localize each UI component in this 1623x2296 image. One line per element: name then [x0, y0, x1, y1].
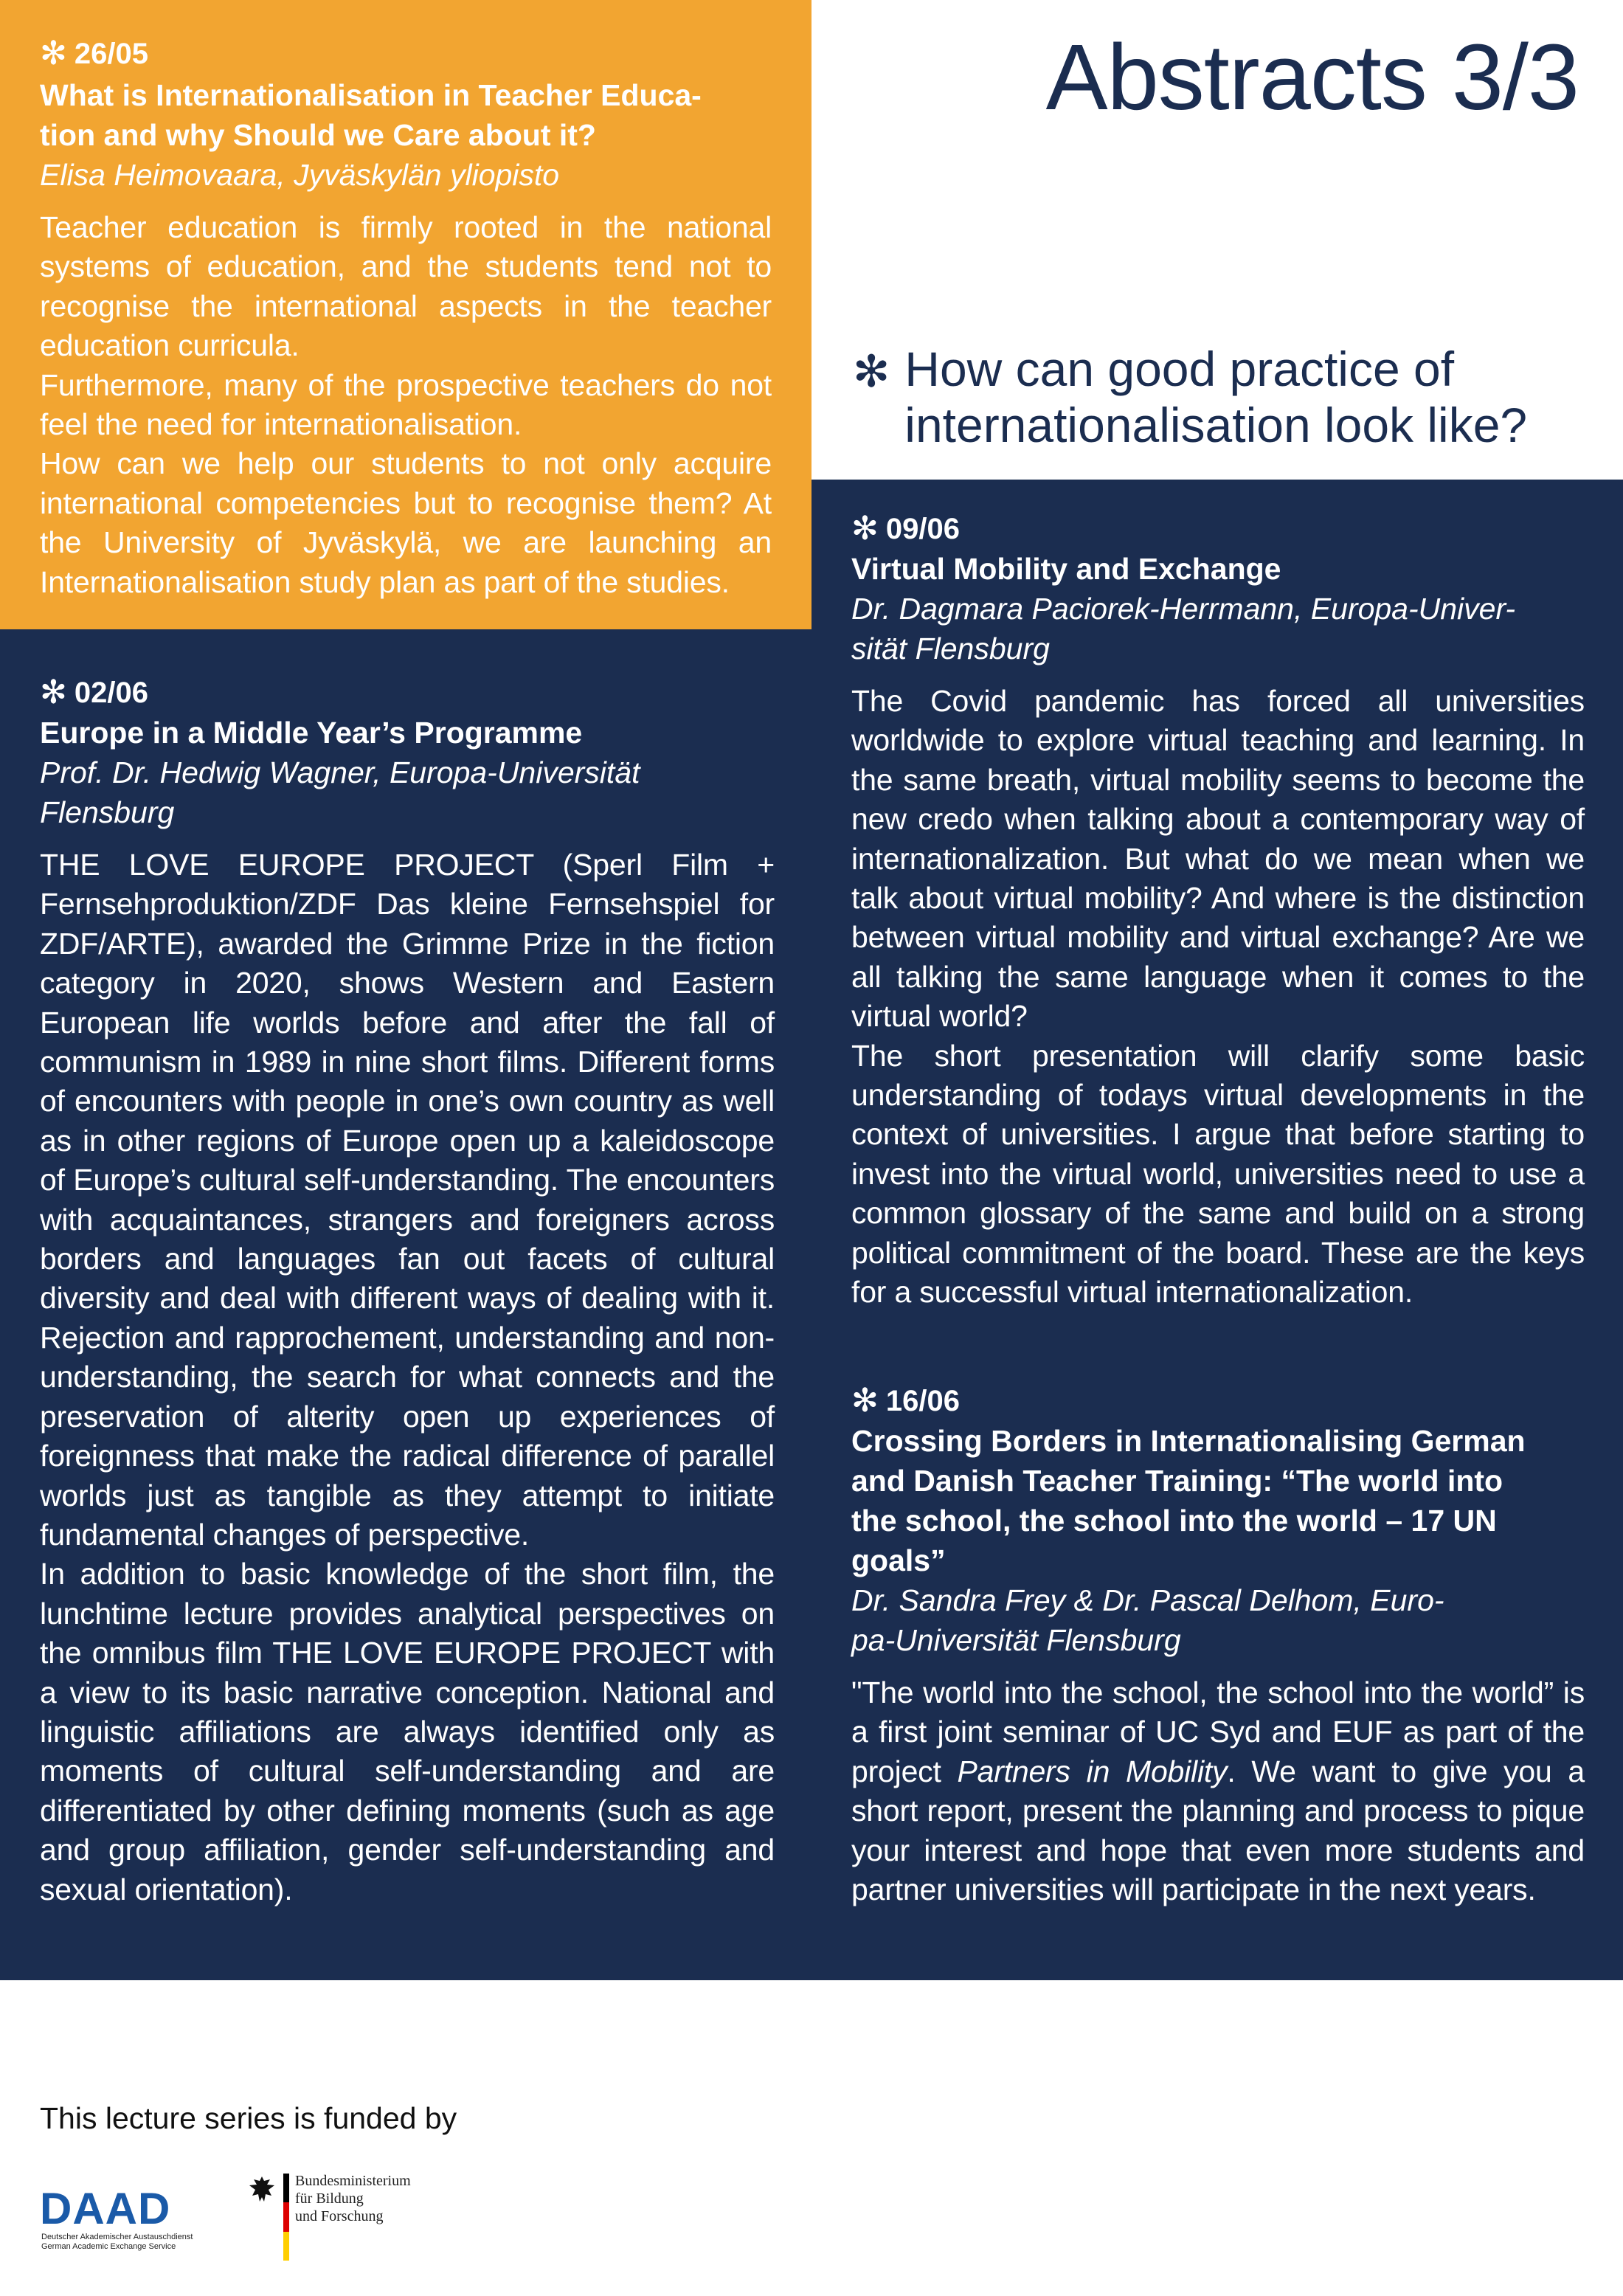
abstract-body: "The world into the school, the school into the world” is a first joint seminar of UC Syd and EUF as part of the project Partners in Mobility. We want to give you a short report, present the planning and process to pique your interest and hope that even more students and partner universities will participate in the next years.	[851, 1676, 1585, 1907]
asterisk-icon: ✻	[853, 347, 890, 396]
abstract-date: ✻ 26/05	[40, 35, 148, 72]
abstract-16-06	[851, 1381, 1585, 1909]
abstract-title: What is Internationalisation in Teacher Educa- tion and why Should we Care about it?	[40, 78, 702, 152]
asterisk-icon: ✻	[851, 511, 879, 547]
page-title: Abstracts 3/3	[1045, 25, 1579, 129]
asterisk-icon: ✻	[851, 1383, 879, 1419]
asterisk-icon: ✻	[40, 674, 67, 710]
abstract-title: Europe in a Middle Year’s Programme	[40, 716, 583, 750]
abstract-author: Dr. Sandra Frey & Dr. Pascal Delhom, Euro- pa-Universität Flensburg	[851, 1583, 1444, 1657]
abstract-body: THE LOVE EUROPE PROJECT (Sperl Film + Fernsehproduktion/ZDF Das kleine Fernsehspiel for ZDF/ARTE), awarded the Grimme Prize in the fiction category in 2020, shows Western and Eastern European life worlds before and after the fall of communism in 1989 in nine short films. Different forms of encounters with people in one’s own country as well as in other regions of Europe open up a kaleidoscope of Europe’s cultural self-understanding. The encounters with acquaintances, strangers and foreigners across borders and languages fan out facets of cultural diversity and deal with different ways of dealing with it. Rejection and rapprochement, understanding and non-understanding, the search for what connects and the preservation of alterity open up experiences of foreignness that make the radical difference of parallel worlds just as tangible as they attempt to initiate fundamental changes of perspective. In addition to basic knowledge of the short film, the lunchtime lecture provides analytical perspectives on the omnibus film THE LOVE EUROPE PROJECT with a view to its basic narrative conception. National and linguistic affiliations are always identified only as moments of cultural self-understanding and are differentiated by other defining moments (such as age and group affiliation, gender self-understanding and sexual orientation).	[40, 848, 775, 1906]
abstract-body: The Covid pandemic has forced all universities worldwide to explore virtual teaching and learning. In the same breath, virtual mobility seems to become the new credo when talking about a contemporary way of internationalization. But what do we mean when we talk about virtual mobility? And where is the distinction between virtual mobility and virtual exchange? Are we all talking the same language when it comes to the virtual world? The short presentation will clarify some basic understanding of todays virtual developments in the context of universities. I argue that before starting to invest into the virtual world, universities need to use a common glossary of the same and build on a strong political commitment of the board. These are the keys for a successful virtual internationalization.	[851, 684, 1585, 1310]
bmbf-logo-text: Bundesministerium für Bildung und Forschung	[295, 2173, 411, 2224]
abstract-date: ✻ 02/06	[40, 674, 148, 710]
abstract-title: Crossing Borders in Internationalising German and Danish Teacher Training: “The world into the school, the school into the world – 17 UN goals”	[851, 1424, 1526, 1577]
abstract-09-06	[851, 509, 1585, 1313]
german-flag-stripe	[283, 2174, 289, 2261]
abstract-author: Elisa Heimovaara, Jyväskylän yliopisto	[40, 158, 560, 192]
abstract-date: ✻ 09/06	[851, 511, 960, 547]
abstract-author: Dr. Dagmara Paciorek-Herrmann, Europa-Univer- sität Flensburg	[851, 592, 1516, 665]
daad-logo: DAAD	[40, 2184, 171, 2233]
abstract-02-06	[40, 673, 775, 1909]
funded-by-text: This lecture series is funded by	[40, 2101, 457, 2135]
question-text: How can good practice of internationalisation look like?	[904, 342, 1528, 452]
abstract-body: Teacher education is firmly rooted in the national systems of education, and the students tend not to recognise the international aspects in the teacher education curricula. Furthermore, many of the prospective teachers do not feel the need for internationalisation. How can we help our students to not only acquire international competencies but to recognise them? At the University of Jyväskylä, we are launching an Internationalisation study plan as part of the studies.	[40, 210, 772, 599]
abstract-title: Virtual Mobility and Exchange	[851, 552, 1281, 586]
sponsor-logos	[40, 2172, 423, 2268]
abstract-26-05	[40, 34, 772, 602]
asterisk-icon: ✻	[40, 35, 67, 72]
abstract-date: ✻ 16/06	[851, 1383, 960, 1419]
abstract-author: Prof. Dr. Hedwig Wagner, Europa-Universität Flensburg	[40, 755, 640, 829]
federal-eagle-icon	[243, 2172, 280, 2209]
section-question	[853, 341, 1598, 453]
daad-subtitle: Deutscher Akademischer Austauschdienst German Academic Exchange Service	[41, 2233, 193, 2251]
